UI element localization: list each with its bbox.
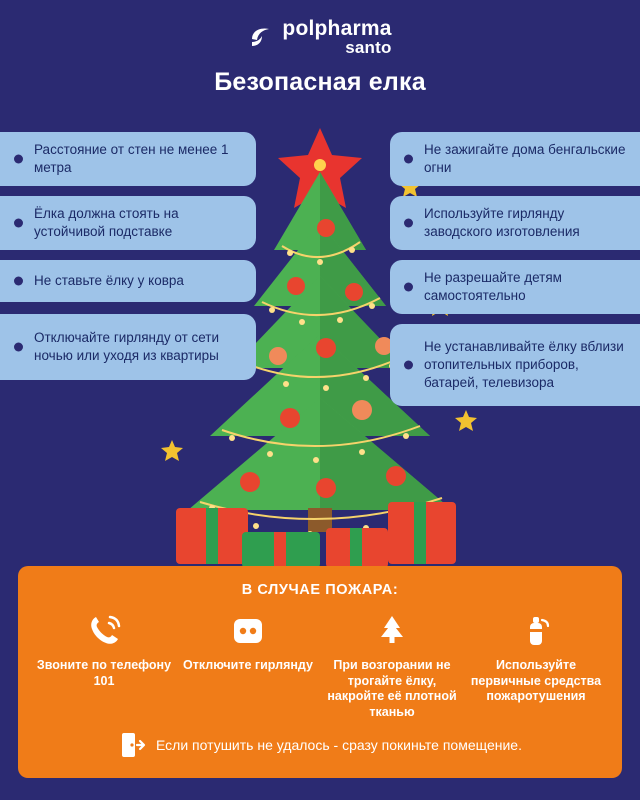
fire-action-unplug — [176, 610, 320, 674]
tip-left-1 — [0, 132, 256, 186]
tip-text: Не зажигайте дома бенгальские огни — [424, 141, 626, 175]
brand-logo — [0, 18, 640, 56]
tip-right-4 — [390, 324, 640, 406]
tip-text: Используйте гирлянду заводского изготовления — [424, 205, 580, 239]
fire-note-text: Если потушить не удалось - сразу покиньте помещение. — [156, 737, 522, 753]
bullet-dot-icon — [14, 343, 23, 352]
bullet-dot-icon — [404, 361, 413, 370]
phone-icon — [84, 610, 124, 652]
tip-text: Не устанавливайте ёлку вблизи отопительных приборов, батарей, телевизора — [424, 338, 624, 391]
tip-right-2 — [390, 196, 640, 250]
bullet-dot-icon — [404, 155, 413, 164]
fire-emergency-panel — [18, 566, 622, 778]
fire-action-cover-tree — [320, 610, 464, 721]
brand-name-bottom: santo — [345, 38, 392, 57]
fire-panel-title: В СЛУЧАЕ ПОЖАРА: — [241, 582, 399, 598]
brand-wordmark — [282, 18, 391, 56]
tip-left-3 — [0, 260, 256, 302]
bullet-dot-icon — [404, 219, 413, 228]
bullet-dot-icon — [404, 283, 413, 292]
fire-action-list — [18, 610, 622, 720]
power-socket-icon — [228, 610, 268, 652]
bullet-dot-icon — [14, 219, 23, 228]
fire-action-text: При возгорании не трогайте ёлку, накройте её плотной тканью — [327, 658, 457, 719]
tip-text: Не разрешайте детям самостоятельно — [424, 269, 562, 303]
tip-left-4 — [0, 314, 256, 380]
tip-text: Расстояние от стен не менее 1 метра — [34, 141, 229, 175]
exit-door-icon — [118, 730, 146, 760]
fire-extinguisher-icon — [516, 610, 556, 652]
fire-action-text: Отключите гирлянду — [183, 658, 313, 672]
bullet-dot-icon — [14, 277, 23, 286]
fire-action-call — [32, 610, 176, 689]
tip-left-2 — [0, 196, 256, 250]
brand-name-top: polpharma — [282, 17, 392, 40]
fire-evacuation-note — [18, 730, 622, 760]
page-title: Безопасная елка — [214, 68, 426, 96]
tip-text: Ёлка должна стоять на устойчивой подставке — [34, 205, 179, 239]
fire-action-extinguisher — [464, 610, 608, 705]
bullet-dot-icon — [14, 155, 23, 164]
tip-text: Не ставьте ёлку у ковра — [34, 272, 184, 288]
safety-tips — [0, 132, 640, 552]
tree-icon — [372, 610, 412, 652]
tip-text: Отключайте гирлянду от сети ночью или уходя из квартиры — [34, 329, 220, 363]
tip-right-1 — [390, 132, 640, 186]
fire-action-text: Используйте первичные средства пожаротушения — [470, 658, 602, 704]
tip-right-3 — [390, 260, 640, 314]
fire-action-text: Звоните по телефону 101 — [36, 658, 172, 688]
polpharma-logo-icon — [248, 24, 274, 50]
